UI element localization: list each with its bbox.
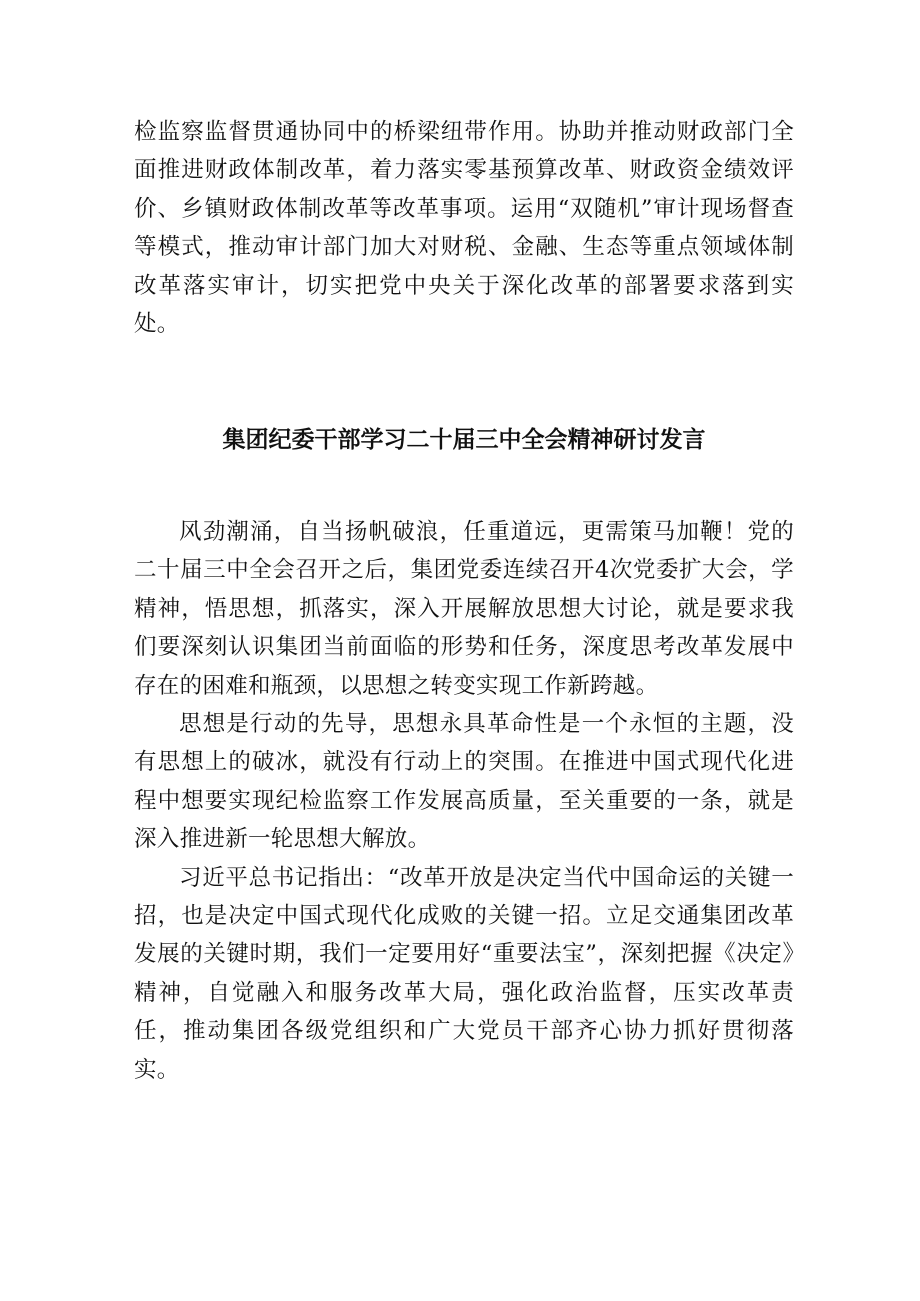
- lead-paragraph: 检监察监督贯通协同中的桥梁纽带作用。协助并推动财政部门全面推进财政体制改革，着力落实零基预算改革、财政资金绩效评价、乡镇财政体制改革等改革事项。运用“双随机”审计现场督查等模式，推动审计部门加大对财税、金融、生态等重点领域体制改革落实审计，切实把党中央关于深化改革的部署要求落到实处。: [134, 119, 794, 338]
- lead-paragraph-block: [134, 113, 794, 343]
- body-paragraph-3: 习近平总书记指出：“改革开放是决定当代中国命运的关键一招，也是决定中国式现代化成败的关键一招。立足交通集团改革发展的关键时期，我们一定要用好“重要法宝”，深刻把握《决定》精神，自觉融入和服务改革大局，强化政治监督，压实改革责任，推动集团各级党组织和广大党员干部齐心协力抓好贯彻落实。: [134, 864, 794, 1083]
- body-paragraphs: [134, 513, 794, 1089]
- body-paragraph-2: 思想是行动的先导，思想永具革命性是一个永恒的主题，没有思想上的破冰，就没有行动上的突围。在推进中国式现代化进程中想要实现纪检监察工作发展高质量，至关重要的一条，就是深入推进新一轮思想大解放。: [134, 711, 794, 853]
- section-title: 集团纪委干部学习二十届三中全会精神研讨发言: [222, 427, 706, 453]
- body-paragraph-1: 风劲潮涌，自当扬帆破浪，任重道远，更需策马加鞭！党的二十届三中全会召开之后，集团党委连续召开4次党委扩大会，学精神，悟思想，抓落实，深入开展解放思想大讨论，就是要求我们要深刻认识集团当前面临的形势和任务，深度思考改革发展中存在的困难和瓶颈，以思想之转变实现工作新跨越。: [134, 519, 794, 699]
